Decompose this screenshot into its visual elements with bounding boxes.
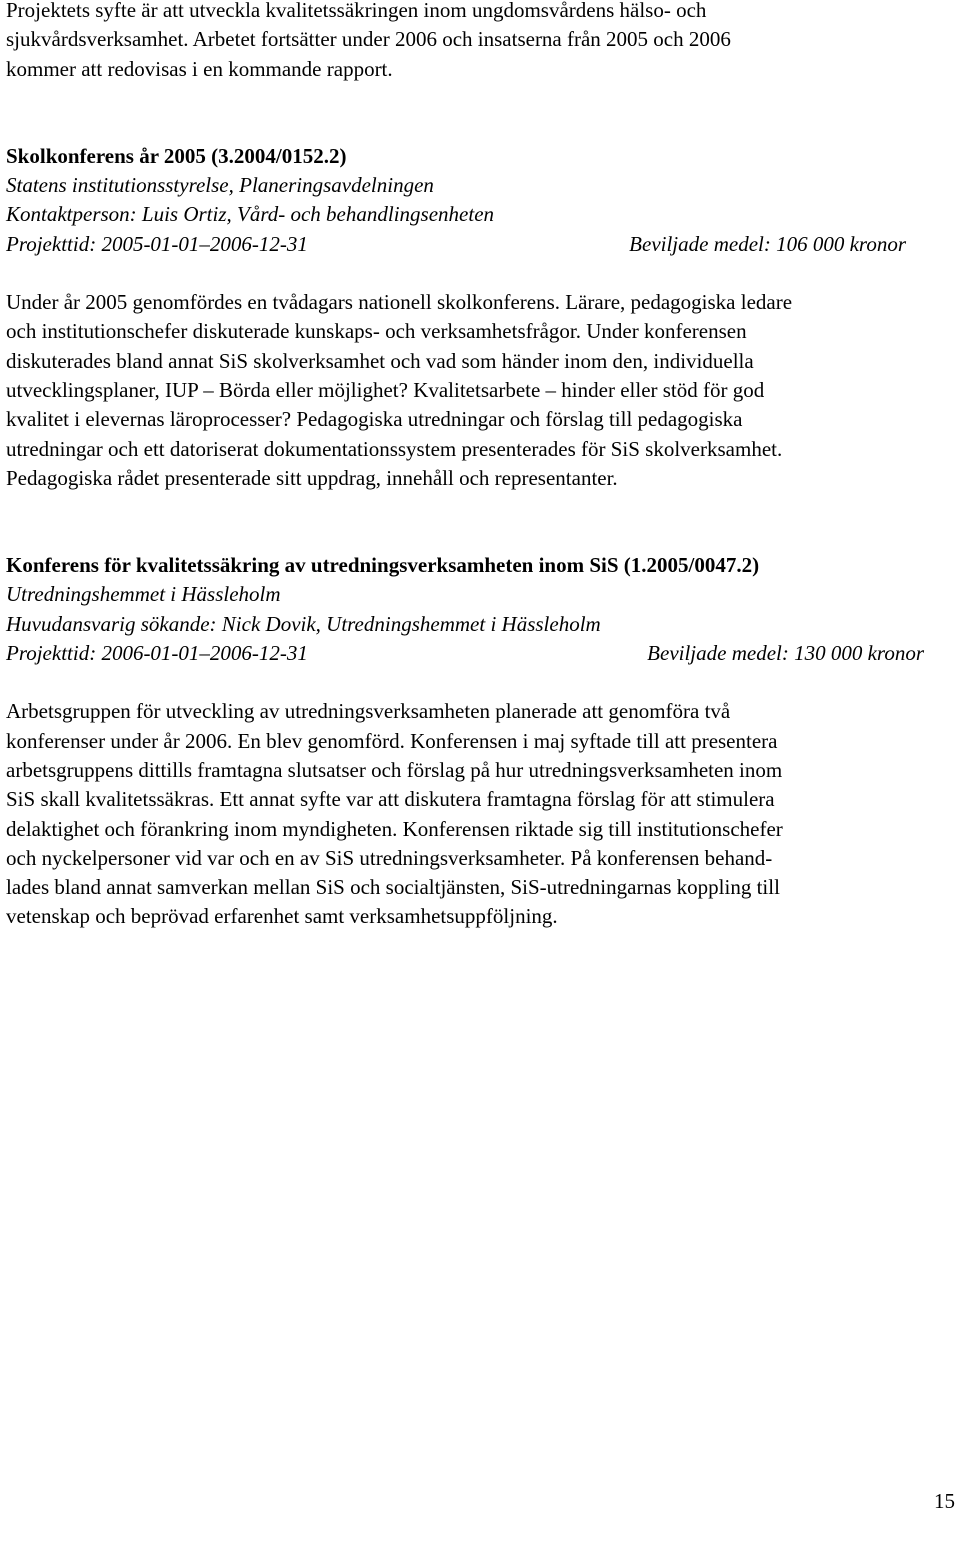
section-title: Konferens för kvalitetssäkring av utredningsverksamheten inom SiS (1.2005/0047.2) bbox=[6, 553, 760, 578]
body-line: Pedagogiska rådet presenterade sitt uppdrag, innehåll och representanter. bbox=[6, 465, 618, 490]
body-line: Under år 2005 genomfördes en tvådagars nationell skolkonferens. Lärare, pedagogiska ledare bbox=[6, 290, 793, 315]
intro-line: kommer att redovisas i en kommande rapport. bbox=[6, 56, 393, 81]
section-title: Skolkonferens år 2005 (3.2004/0152.2) bbox=[6, 143, 347, 168]
body-line: och institutionschefer diskuterade kunskaps- och verksamhetsfrågor. Under konferensen bbox=[6, 319, 747, 344]
section-skolkonferens bbox=[6, 142, 954, 493]
section-period: Projekttid: 2006-01-01–2006-12-31 bbox=[6, 641, 308, 666]
body-line: vetenskap och beprövad erfarenhet samt verksamhetsuppföljning. bbox=[6, 904, 558, 929]
section-organization: Statens institutionsstyrelse, Planeringsavdelningen bbox=[6, 173, 434, 198]
intro-line: Projektets syfte är att utveckla kvalitetssäkringen inom ungdomsvårdens hälso- och bbox=[6, 0, 707, 22]
section-contact: Huvudansvarig sökande: Nick Dovik, Utredningshemmet i Hässleholm bbox=[6, 611, 601, 636]
body-line: konferenser under år 2006. En blev genomförd. Konferensen i maj syftade till att presentera bbox=[6, 728, 778, 753]
body-line: och nyckelpersoner vid var och en av SiS utredningsverksamheter. På konferensen behand- bbox=[6, 845, 773, 870]
section-body bbox=[6, 288, 954, 493]
section-period: Projekttid: 2005-01-01–2006-12-31 bbox=[6, 231, 308, 256]
document-page bbox=[6, 0, 954, 932]
section-funding: Beviljade medel: 106 000 kronor bbox=[629, 231, 906, 256]
body-line: Arbetsgruppen för utveckling av utredningsverksamheten planerade att genomföra två bbox=[6, 699, 731, 724]
section-body bbox=[6, 697, 954, 931]
section-funding: Beviljade medel: 130 000 kronor bbox=[647, 641, 924, 666]
section-utredning-konferens bbox=[6, 551, 954, 932]
body-line: lades bland annat samverkan mellan SiS och socialtjänsten, SiS-utredningarnas koppling till bbox=[6, 875, 780, 900]
section-meta-row bbox=[6, 639, 924, 668]
section-contact: Kontaktperson: Luis Ortiz, Vård- och behandlingsenheten bbox=[6, 202, 495, 227]
section-organization: Utredningshemmet i Hässleholm bbox=[6, 582, 281, 607]
body-line: utvecklingsplaner, IUP – Börda eller möjlighet? Kvalitetsarbete – hinder eller stöd för god bbox=[6, 377, 765, 402]
page-number: 15 bbox=[934, 1489, 955, 1513]
body-line: delaktighet och förankring inom myndigheten. Konferensen riktade sig till institutionschefer bbox=[6, 816, 783, 841]
body-line: utredningar och ett datoriserat dokumentationssystem presenterades för SiS skolverksamhet. bbox=[6, 436, 783, 461]
body-line: kvalitet i elevernas läroprocesser? Pedagogiska utredningar och förslag till pedagogiska bbox=[6, 407, 743, 432]
intro-line: sjukvårdsverksamhet. Arbetet fortsätter under 2006 och insatserna från 2005 och 2006 bbox=[6, 27, 731, 52]
intro-paragraph bbox=[6, 0, 954, 84]
body-line: SiS skall kvalitetssäkras. Ett annat syfte var att diskutera framtagna förslag för att stimulera bbox=[6, 787, 775, 812]
section-meta-row bbox=[6, 230, 906, 259]
body-line: arbetsgruppens dittills framtagna slutsatser och förslag på hur utredningsverksamheten inom bbox=[6, 757, 783, 782]
body-line: diskuterades bland annat SiS skolverksamhet och vad som händer inom den, individuella bbox=[6, 348, 754, 373]
